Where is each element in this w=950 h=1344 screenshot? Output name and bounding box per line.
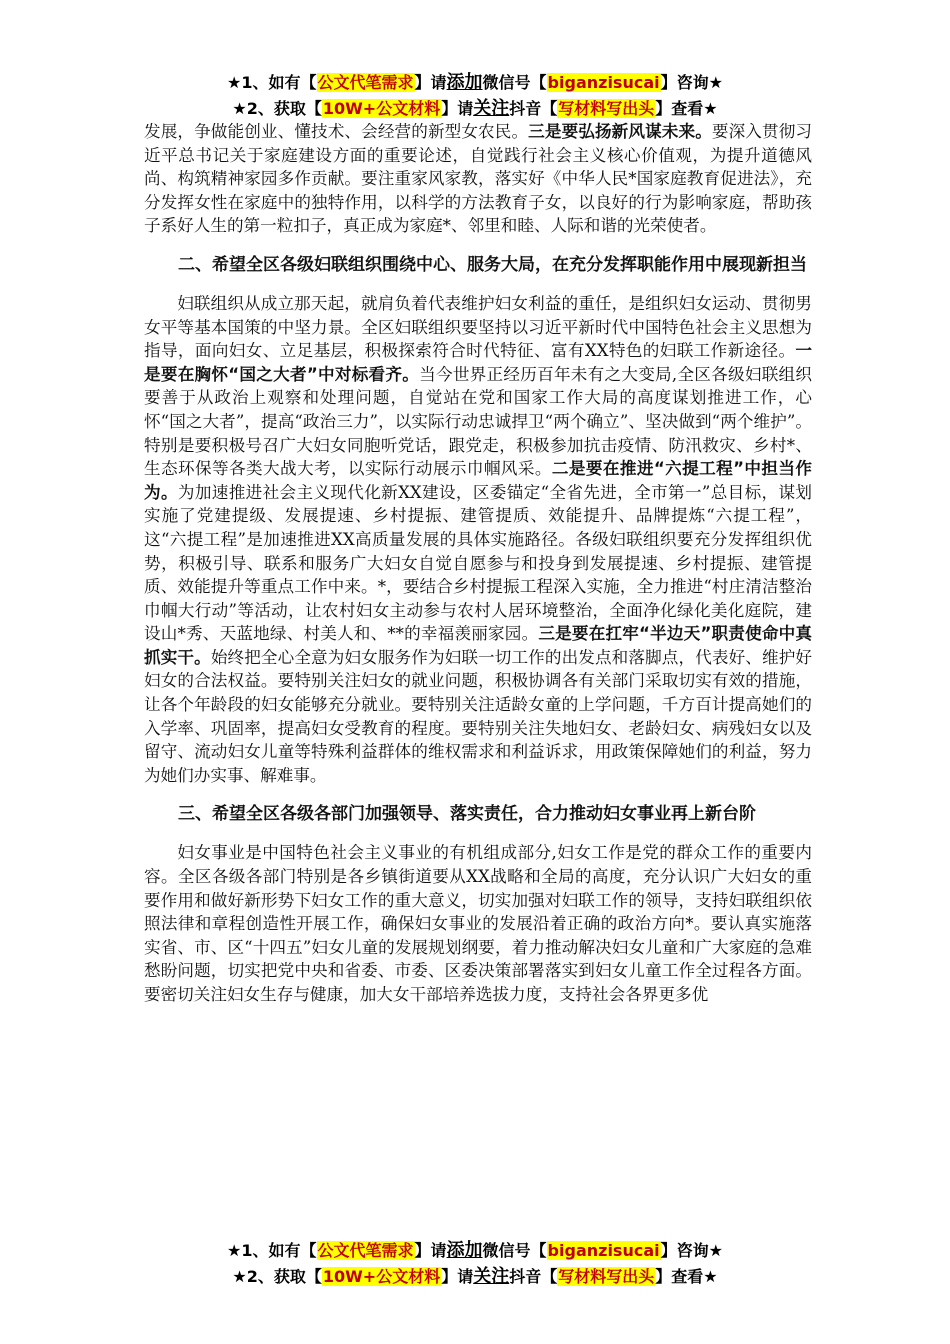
- section-heading-2: 二、希望全区各级妇联组织围绕中心、服务大局，在充分发挥职能作用中展现新担当: [178, 254, 807, 275]
- promo-text: 】咨询★: [660, 73, 723, 92]
- promo-douyin-id: 写材料写出头: [558, 1267, 655, 1286]
- promo-banner-bottom: [0, 1238, 950, 1290]
- paragraph-3: 妇女事业是中国特色社会主义事业的有机组成部分,妇女工作是党的群众工作的重要内容。全区各级各部门特别是各乡镇街道要从XX战略和全局的高度，充分认识广大妇女的重要作用和做好新形势下妇女工作的重大意义，切实加强对妇联工作的领导，支持妇联组织依照法律和章程创造性开展工作，确保妇女事业的发展沿着正确的政治方向*。要认真实施落实省、市、区“十四五”妇女儿童的发展规划纲要，着力推动解决妇女儿童和广大家庭的急难愁盼问题，切实把党中央和省委、市委、区委决策部署落实到妇女儿童工作全过程各方面。要密切关注妇女生存与健康，加大女干部培养选拔力度，支持社会各界更多优: [144, 843, 812, 1004]
- promo-text: ★2、获取【: [232, 1267, 322, 1286]
- promo-emphasis: 关注: [473, 1266, 510, 1287]
- bold-point: 二是要在推进“六提工程”中担当作为。: [144, 459, 813, 502]
- promo-highlight: 10W+公文材料: [322, 99, 441, 118]
- bold-point: 三是要弘扬新风谋未来。: [528, 122, 712, 141]
- paragraph-2: 妇联组织从成立那天起，就肩负着代表维护妇女利益的重任，是组织妇女运动、贯彻男女平等基本国策的中坚力景。全区妇联组织要坚持以习近平新时代中国特色社会主义思想为指导，面向妇女、立足基层，积极探索符合时代特征、富有XX特色的妇联工作新途径。一是要在胸怀“国之大者”中对标看齐。当今世界正经历百年未有之大变局,全区各级妇联组织要善于从政治上观察和处理问题，自觉站在党和国家工作大局的高度谋划推进工作，心怀“国之大者”，提高“政治三力”，以实际行动忠诚捍卫“两个确立”、坚决做到“两个维护”。特别是要积极号召广大妇女同胞听党话，跟党走，积极参加抗击疫情、防汛救灾、乡村*、生态环保等各类大战大考，以实际行动展示巾帼风采。二是要在推进“六提工程”中担当作为。为加速推进社会主义现代化新XX建设，区委锚定“全省先进，全市第一”总目标，谋划实施了党建提级、发展提速、乡村提振、建管提质、效能提升、品牌提炼“六提工程”，这“六提工程”是加速推进XX高质量发展的具体实施路径。各级妇联组织要充分发挥组织优势，积极引导、联系和服务广大妇女自觉自愿参与和投身到发展提速、乡村提振、建管提质、效能提升等重点工作中来。*，要结合乡村提振工程深入实施，全力推进“村庄清洁整治巾帼大行动”等活动，让农村妇女主动参与农村人居环境整治，全面净化绿化美化庭院，建设山*秀、天蓝地绿、村美人和、**的幸福羡丽家园。三是要在扛牢“半边天”职责使命中真抓实干。始终把全心全意为妇女服务作为妇联一切工作的出发点和落脚点，代表好、维护好妇女的合法权益。要特别关注妇女的就业问题，积极协调各有关部门采取切实有效的措施，让各个年龄段的妇女能够充分就业。要特别关注适龄女童的上学问题，千方百计提高她们的入学率、巩固率，提高妇女受教育的程度。要特别关注失地妇女、老龄妇女、病残妇女以及留守、流动妇女儿童等特殊利益群体的维权需求和利益诉求，用政策保障她们的利益，努力为她们办实事、解难事。: [144, 293, 813, 785]
- promo-text: 】咨询★: [660, 1241, 723, 1260]
- section-heading-3: 三、希望全区各级各部门加强领导、落实责任，合力推动妇女事业再上新台阶: [178, 804, 756, 825]
- promo-emphasis: 添加: [446, 1240, 483, 1261]
- promo-text: 】请: [414, 1241, 447, 1260]
- promo-text: 】查看★: [655, 99, 718, 118]
- promo-text: ★2、获取【: [232, 99, 322, 118]
- promo-highlight: 公文代笔需求: [317, 1241, 414, 1260]
- promo-highlight: 公文代笔需求: [317, 73, 414, 92]
- promo-text: 微信号【: [482, 1241, 547, 1260]
- promo-emphasis: 关注: [473, 98, 510, 119]
- document-body: [144, 120, 812, 1007]
- promo-banner-top: [0, 70, 950, 122]
- promo-text: 】请: [441, 1267, 474, 1286]
- promo-line-1: [0, 1238, 950, 1264]
- promo-line-1: [0, 70, 950, 96]
- bold-point: 一是要在胸怀“国之大者”中对标看齐。: [144, 341, 812, 384]
- promo-text: 微信号【: [482, 73, 547, 92]
- promo-douyin-id: 写材料写出头: [558, 99, 655, 118]
- bold-point: 三是要在扛牢“半边天”职责使命中真抓实干。: [144, 624, 813, 667]
- promo-text: 抖音【: [509, 1267, 558, 1286]
- paragraph-1: 发展，争做能创业、懂技术、会经营的新型女农民。三是要弘扬新风谋未来。要深入贯彻习近平总书记关于家庭建设方面的重要论述，自觉践行社会主义核心价值观，为提升道德风尚、构筑精神家园多作贡献。要注重家风家教，落实好《中华人民*国家庭教育促进法》，充分发挥女性在家庭中的独特作用，以科学的方法教育子女，以良好的行为影响家庭，帮助孩子系好人生的第一粒扣子，真正成为家庭*、邻里和睦、人际和谐的光荣使者。: [144, 122, 813, 236]
- promo-text: ★1、如有【: [227, 1241, 317, 1260]
- promo-highlight: 10W+公文材料: [322, 1267, 441, 1286]
- promo-wechat-id: biganzisucai: [547, 1241, 660, 1260]
- promo-text: 抖音【: [509, 99, 558, 118]
- promo-text: 】查看★: [655, 1267, 718, 1286]
- promo-text: 】请: [414, 73, 447, 92]
- promo-text: ★1、如有【: [227, 73, 317, 92]
- promo-line-2: [0, 96, 950, 122]
- promo-emphasis: 添加: [446, 72, 483, 93]
- promo-wechat-id: biganzisucai: [547, 73, 660, 92]
- promo-line-2: [0, 1264, 950, 1290]
- promo-text: 】请: [441, 99, 474, 118]
